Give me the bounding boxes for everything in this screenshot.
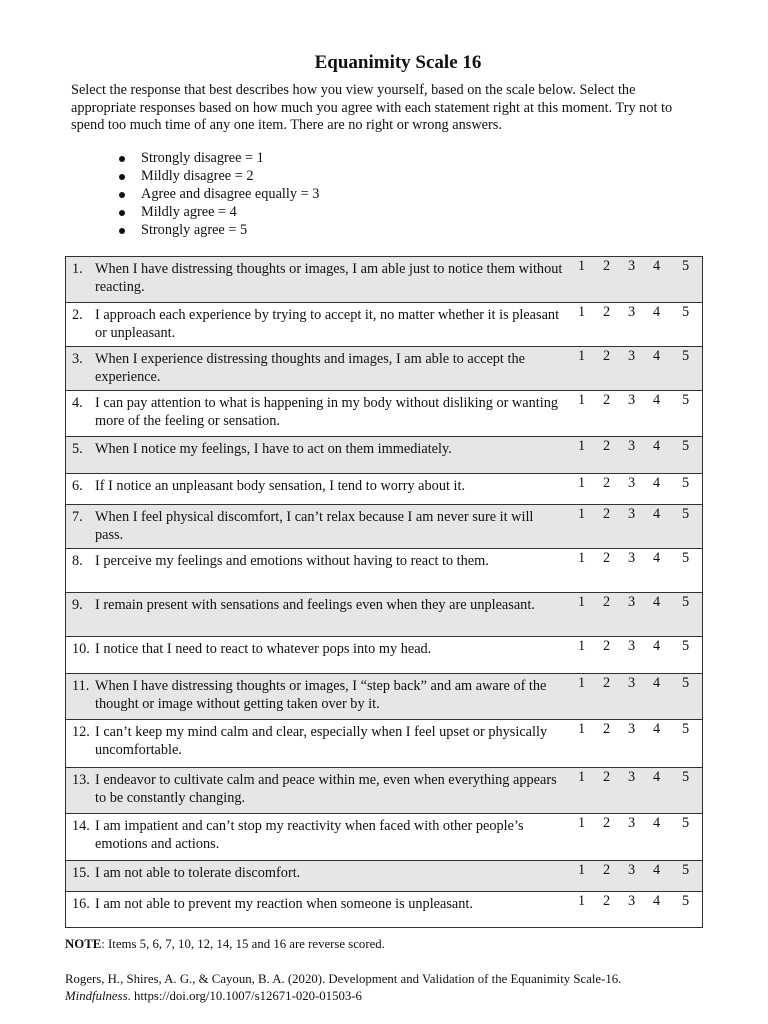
- response-option-3[interactable]: 3: [628, 721, 636, 737]
- item-statement: I endeavor to cultivate calm and peace within me, even when everything appears to be constantly changing.: [95, 772, 557, 806]
- response-option-1[interactable]: 1: [578, 594, 586, 610]
- citation-authors: Rogers, H., Shires, A. G., & Cayoun, B. A. (2020). Development and Validation of the Equanimity Scale-16.: [65, 972, 622, 986]
- response-option-5[interactable]: 5: [682, 594, 690, 610]
- item-statement: When I experience distressing thoughts and images, I am able to accept the experience.: [95, 351, 525, 385]
- response-option-5[interactable]: 5: [682, 862, 690, 878]
- response-option-2[interactable]: 2: [603, 893, 611, 909]
- response-option-4[interactable]: 4: [653, 550, 661, 566]
- response-option-1[interactable]: 1: [578, 550, 586, 566]
- table-row: [66, 637, 702, 674]
- item-number: 12.: [72, 724, 90, 740]
- response-option-5[interactable]: 5: [682, 893, 690, 909]
- item-number: 2.: [72, 307, 83, 323]
- response-option-2[interactable]: 2: [603, 258, 611, 274]
- response-option-5[interactable]: 5: [682, 675, 690, 691]
- item-statement: If I notice an unpleasant body sensation, I tend to worry about it.: [95, 478, 466, 494]
- response-option-5[interactable]: 5: [682, 258, 690, 274]
- response-option-4[interactable]: 4: [653, 594, 661, 610]
- citation-doi: . https://doi.org/10.1007/s12671-020-01503-6: [127, 989, 362, 1003]
- table-row: [66, 505, 702, 549]
- response-option-2[interactable]: 2: [603, 721, 611, 737]
- response-option-4[interactable]: 4: [653, 721, 661, 737]
- response-option-4[interactable]: 4: [653, 438, 661, 454]
- response-option-2[interactable]: 2: [603, 438, 611, 454]
- response-option-3[interactable]: 3: [628, 258, 636, 274]
- response-option-5[interactable]: 5: [682, 304, 690, 320]
- item-statement: I can pay attention to what is happening in my body without disliking or wanting more of the feeling or sensation.: [95, 395, 558, 429]
- response-option-4[interactable]: 4: [653, 893, 661, 909]
- response-option-1[interactable]: 1: [578, 862, 586, 878]
- table-row: [66, 720, 702, 768]
- citation: [65, 971, 725, 1005]
- table-row: [66, 674, 702, 720]
- response-option-4[interactable]: 4: [653, 506, 661, 522]
- item-statement: I am not able to tolerate discomfort.: [95, 865, 301, 881]
- response-option-3[interactable]: 3: [628, 392, 636, 408]
- scale-legend-item: Mildly agree = 4: [118, 204, 319, 222]
- response-option-2[interactable]: 2: [603, 550, 611, 566]
- page-title: Equanimity Scale 16: [314, 52, 482, 73]
- response-option-4[interactable]: 4: [653, 862, 661, 878]
- response-option-1[interactable]: 1: [578, 721, 586, 737]
- response-option-2[interactable]: 2: [603, 862, 611, 878]
- note-text: : Items 5, 6, 7, 10, 12, 14, 15 and 16 are reverse scored.: [101, 937, 385, 951]
- response-option-1[interactable]: 1: [578, 638, 586, 654]
- response-option-1[interactable]: 1: [578, 258, 586, 274]
- response-option-4[interactable]: 4: [653, 392, 661, 408]
- response-option-1[interactable]: 1: [578, 438, 586, 454]
- scale-legend-item: Mildly disagree = 2: [118, 168, 319, 186]
- response-option-4[interactable]: 4: [653, 769, 661, 785]
- response-option-5[interactable]: 5: [682, 475, 690, 491]
- response-option-1[interactable]: 1: [578, 475, 586, 491]
- response-option-2[interactable]: 2: [603, 769, 611, 785]
- response-option-2[interactable]: 2: [603, 304, 611, 320]
- response-option-2[interactable]: 2: [603, 392, 611, 408]
- item-number: 6.: [72, 478, 83, 494]
- item-statement: I perceive my feelings and emotions without having to react to them.: [95, 553, 489, 569]
- item-number: 15.: [72, 865, 90, 881]
- table-row: [66, 303, 702, 347]
- table-row: [66, 814, 702, 861]
- response-option-2[interactable]: 2: [603, 815, 611, 831]
- response-option-3[interactable]: 3: [628, 304, 636, 320]
- response-option-2[interactable]: 2: [603, 675, 611, 691]
- scale-legend-item: Strongly agree = 5: [118, 222, 319, 240]
- item-statement: I am impatient and can’t stop my reactivity when faced with other people’s emotions and actions.: [95, 818, 524, 852]
- response-option-3[interactable]: 3: [628, 638, 636, 654]
- response-option-4[interactable]: 4: [653, 638, 661, 654]
- response-option-3[interactable]: 3: [628, 862, 636, 878]
- table-row: [66, 892, 702, 928]
- response-option-3[interactable]: 3: [628, 769, 636, 785]
- item-statement: I approach each experience by trying to accept it, no matter whether it is pleasant or unpleasant.: [95, 307, 560, 341]
- response-option-3[interactable]: 3: [628, 438, 636, 454]
- response-option-5[interactable]: 5: [682, 769, 690, 785]
- table-row: [66, 549, 702, 593]
- response-option-5[interactable]: 5: [682, 348, 690, 364]
- item-number: 8.: [72, 553, 83, 569]
- response-option-2[interactable]: 2: [603, 594, 611, 610]
- response-option-4[interactable]: 4: [653, 304, 661, 320]
- item-number: 3.: [72, 351, 83, 367]
- item-statement: When I have distressing thoughts or images, I “step back” and am aware of the thought or image without getting taken over by it.: [95, 678, 547, 712]
- response-option-4[interactable]: 4: [653, 348, 661, 364]
- item-statement: When I feel physical discomfort, I can’t relax because I am never sure it will pass.: [95, 509, 534, 543]
- scale-legend-item: Strongly disagree = 1: [118, 150, 319, 168]
- item-number: 14.: [72, 818, 90, 834]
- response-option-2[interactable]: 2: [603, 475, 611, 491]
- table-row: [66, 347, 702, 391]
- item-number: 7.: [72, 509, 83, 525]
- item-statement: I remain present with sensations and feelings even when they are unpleasant.: [95, 597, 535, 613]
- response-option-2[interactable]: 2: [603, 348, 611, 364]
- table-row: [66, 861, 702, 892]
- citation-journal: Mindfulness: [65, 989, 128, 1003]
- response-option-1[interactable]: 1: [578, 506, 586, 522]
- response-option-5[interactable]: 5: [682, 438, 690, 454]
- item-number: 11.: [72, 678, 90, 694]
- table-row: [66, 257, 702, 303]
- item-number: 10.: [72, 641, 90, 657]
- scale-legend-list: [118, 150, 319, 240]
- item-number: 16.: [72, 896, 90, 912]
- item-statement: When I have distressing thoughts or images, I am able just to notice them without reacting.: [95, 261, 563, 295]
- response-option-5[interactable]: 5: [682, 550, 690, 566]
- response-option-3[interactable]: 3: [628, 475, 636, 491]
- response-option-1[interactable]: 1: [578, 304, 586, 320]
- response-option-4[interactable]: 4: [653, 675, 661, 691]
- instructions-paragraph: Select the response that best describes how you view yourself, based on the scale below. Select the appropriate responses based on how much you agree with each statement right at this moment. Try not to spend too much time of any one item. There are no right or wrong answers.: [71, 82, 673, 134]
- item-statement: When I notice my feelings, I have to act on them immediately.: [95, 441, 452, 457]
- response-option-3[interactable]: 3: [628, 506, 636, 522]
- response-option-5[interactable]: 5: [682, 721, 690, 737]
- item-number: 13.: [72, 772, 90, 788]
- item-number: 5.: [72, 441, 83, 457]
- response-option-5[interactable]: 5: [682, 815, 690, 831]
- item-statement: I can’t keep my mind calm and clear, especially when I feel upset or physically uncomfortable.: [95, 724, 548, 758]
- response-option-5[interactable]: 5: [682, 638, 690, 654]
- response-option-3[interactable]: 3: [628, 815, 636, 831]
- items-table: [65, 256, 703, 928]
- response-option-2[interactable]: 2: [603, 506, 611, 522]
- response-option-1[interactable]: 1: [578, 392, 586, 408]
- item-number: 1.: [72, 261, 83, 277]
- scoring-note: [65, 937, 385, 952]
- table-row: [66, 391, 702, 437]
- item-statement: I am not able to prevent my reaction when someone is unpleasant.: [95, 896, 473, 912]
- response-option-3[interactable]: 3: [628, 594, 636, 610]
- response-option-1[interactable]: 1: [578, 675, 586, 691]
- response-option-3[interactable]: 3: [628, 348, 636, 364]
- item-number: 4.: [72, 395, 83, 411]
- response-option-4[interactable]: 4: [653, 258, 661, 274]
- item-statement: I notice that I need to react to whatever pops into my head.: [95, 641, 432, 657]
- note-label: NOTE: [65, 937, 102, 951]
- response-option-1[interactable]: 1: [578, 769, 586, 785]
- item-number: 9.: [72, 597, 83, 613]
- table-row: [66, 593, 702, 637]
- table-row: [66, 474, 702, 505]
- response-option-2[interactable]: 2: [603, 638, 611, 654]
- scale-legend-item: Agree and disagree equally = 3: [118, 186, 319, 204]
- response-option-1[interactable]: 1: [578, 893, 586, 909]
- response-option-4[interactable]: 4: [653, 815, 661, 831]
- table-row: [66, 437, 702, 474]
- response-option-3[interactable]: 3: [628, 675, 636, 691]
- response-option-1[interactable]: 1: [578, 348, 586, 364]
- table-row: [66, 768, 702, 814]
- response-option-3[interactable]: 3: [628, 550, 636, 566]
- response-option-5[interactable]: 5: [682, 506, 690, 522]
- response-option-1[interactable]: 1: [578, 815, 586, 831]
- response-option-5[interactable]: 5: [682, 392, 690, 408]
- response-option-4[interactable]: 4: [653, 475, 661, 491]
- response-option-3[interactable]: 3: [628, 893, 636, 909]
